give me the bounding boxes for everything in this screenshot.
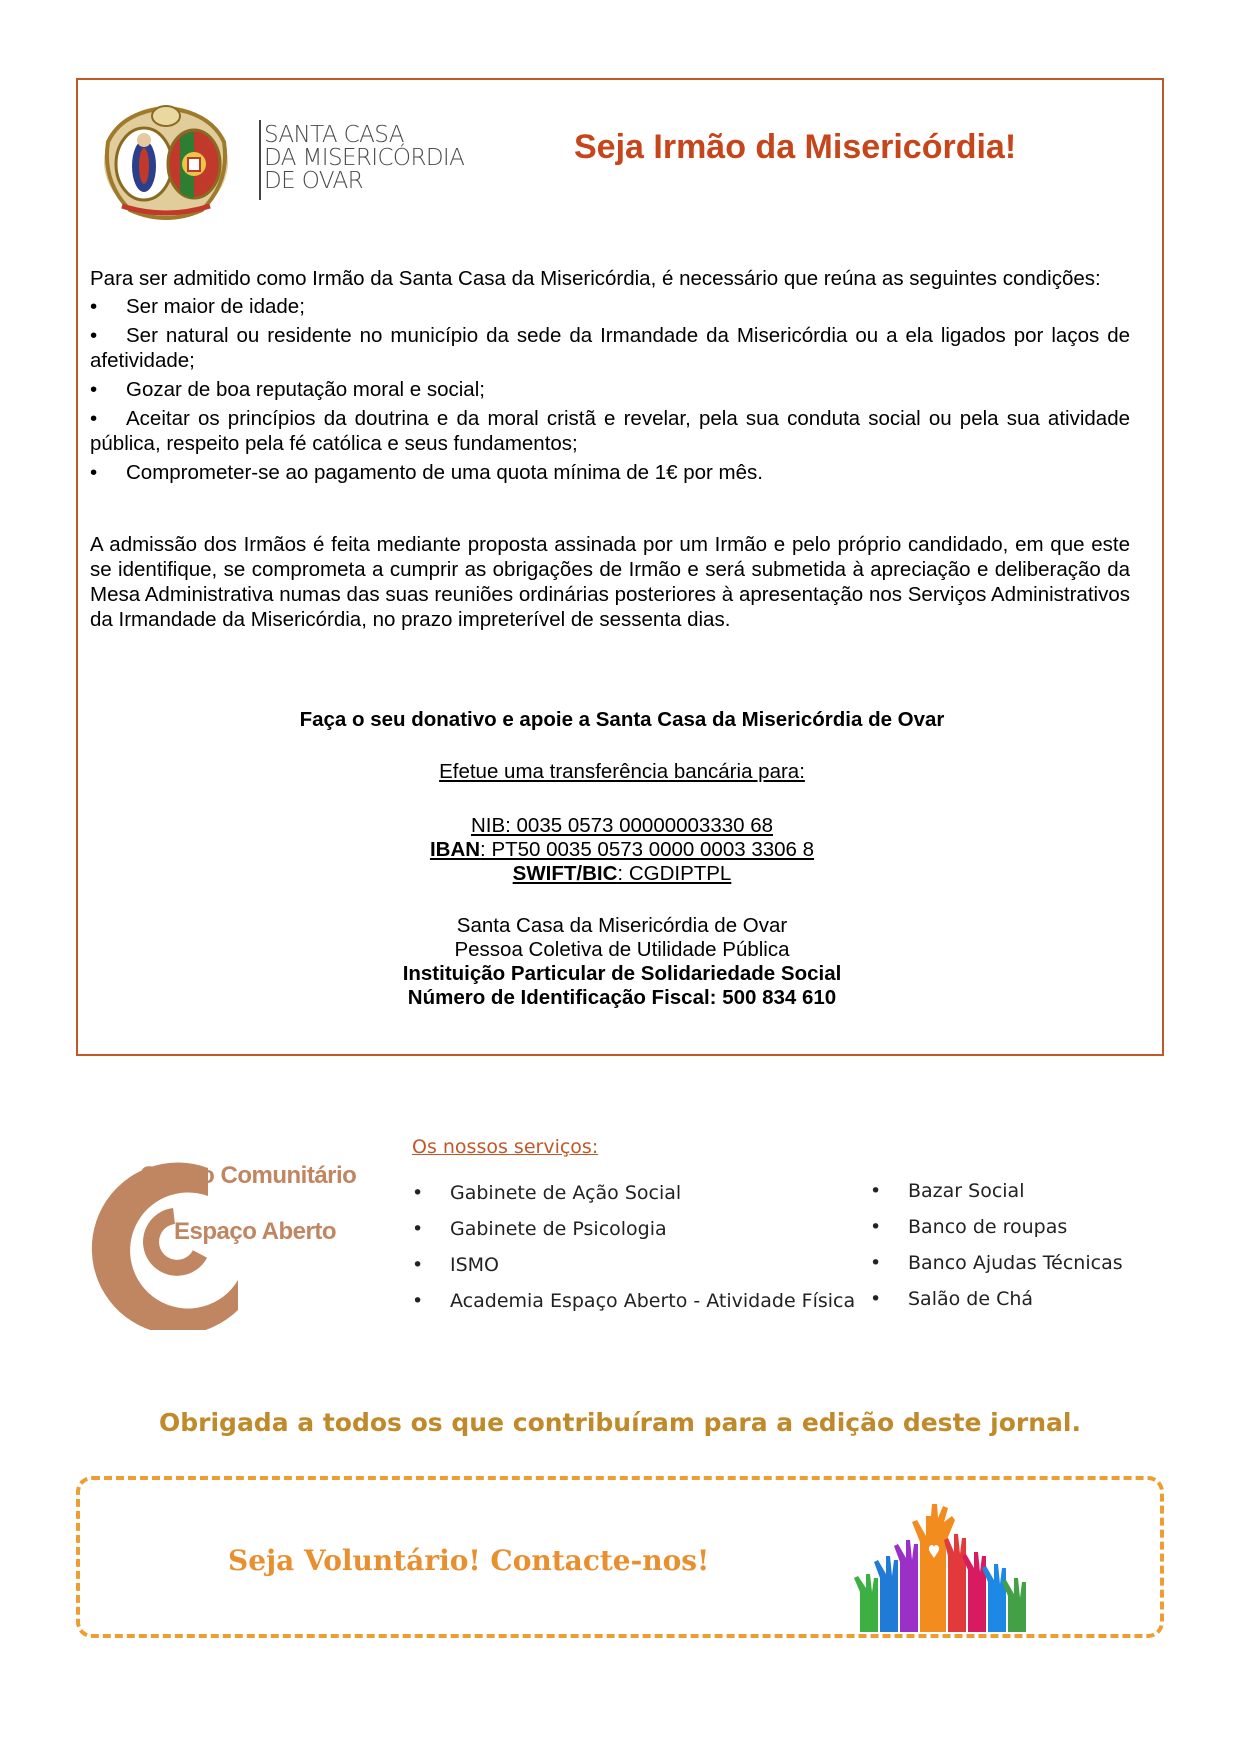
transfer-label: Efetue uma transferência bancária para: bbox=[439, 760, 805, 783]
page-title: Seja Irmão da Misericórdia! bbox=[574, 128, 1017, 166]
condition-text: Gozar de boa reputação moral e social; bbox=[126, 378, 485, 401]
logo-divider bbox=[259, 120, 261, 200]
list-item bbox=[90, 294, 1130, 319]
condition-text: Ser natural ou residente no município da sede da Irmandade da Misericórdia ou a ela ligados por laços de afetividade; bbox=[90, 324, 1130, 372]
organization-wordmark bbox=[264, 124, 464, 193]
thanks-message: Obrigada a todos os que contribuíram para a edição deste jornal. bbox=[159, 1408, 1081, 1437]
bullet: • bbox=[90, 324, 98, 347]
swift bbox=[78, 862, 1166, 886]
swift-label: SWIFT/BIC bbox=[512, 862, 618, 885]
list-item bbox=[90, 460, 1130, 485]
bullet: • bbox=[870, 1216, 882, 1238]
org-status: Pessoa Coletiva de Utilidade Pública bbox=[454, 938, 790, 961]
center-name-line1: Centro Comunitário bbox=[140, 1162, 357, 1189]
bullet: • bbox=[412, 1218, 424, 1240]
list-item bbox=[90, 323, 1130, 373]
condition-text: Ser maior de idade; bbox=[126, 295, 305, 318]
org-type: Instituição Particular de Solidariedade Social bbox=[402, 962, 842, 985]
service-text: ISMO bbox=[450, 1254, 500, 1276]
list-item bbox=[870, 1281, 1123, 1317]
bullet: • bbox=[870, 1180, 882, 1202]
list-item bbox=[412, 1247, 855, 1283]
tax-id: Número de Identificação Fiscal: 500 834 610 bbox=[407, 986, 837, 1009]
iban-value: : PT50 0035 0573 0000 0003 3306 8 bbox=[480, 838, 815, 861]
bullet: • bbox=[90, 407, 98, 430]
service-text: Salão de Chá bbox=[908, 1288, 1034, 1310]
bullet: • bbox=[412, 1254, 424, 1276]
raised-hands-icon bbox=[840, 1482, 1050, 1634]
list-item bbox=[870, 1209, 1123, 1245]
volunteer-call: Seja Voluntário! Contacte-nos! bbox=[228, 1544, 710, 1577]
services-title: Os nossos serviços: bbox=[412, 1136, 599, 1158]
services-list-left bbox=[412, 1175, 855, 1319]
admission-conditions bbox=[90, 266, 1130, 489]
list-item bbox=[90, 406, 1130, 456]
list-item bbox=[412, 1283, 855, 1319]
bullet: • bbox=[412, 1182, 424, 1204]
bank-details bbox=[78, 814, 1166, 886]
wordmark-line: DA MISERICÓRDIA bbox=[264, 145, 465, 171]
bullet: • bbox=[870, 1252, 882, 1274]
service-text: Bazar Social bbox=[908, 1180, 1025, 1202]
bullet: • bbox=[90, 461, 98, 484]
volunteer-box bbox=[76, 1476, 1164, 1638]
admission-procedure: A admissão dos Irmãos é feita mediante proposta assinada por um Irmão e pelo próprio candidado, em que este se identifique, se comprometa a cumprir as obrigações de Irmão e será submetida à apreciação e deliberação da Mesa Administrativa numas das suas reuniões ordinárias posteriores à apresentação nos Serviços Administrativos da Irmandade da Misericórdia, no prazo impreterível de sessenta dias. bbox=[90, 533, 1130, 631]
iban-label: IBAN bbox=[429, 838, 481, 861]
iban bbox=[78, 838, 1166, 862]
wordmark-line: SANTA CASA bbox=[264, 122, 404, 148]
list-item bbox=[412, 1175, 855, 1211]
service-text: Gabinete de Psicologia bbox=[450, 1218, 667, 1240]
service-text: Banco Ajudas Técnicas bbox=[908, 1252, 1123, 1274]
org-name: Santa Casa da Misericórdia de Ovar bbox=[456, 914, 788, 937]
membership-box bbox=[76, 78, 1164, 1056]
bullet: • bbox=[90, 295, 98, 318]
list-item bbox=[90, 377, 1130, 402]
services-list-right bbox=[870, 1173, 1123, 1317]
wordmark-line: DE OVAR bbox=[264, 168, 364, 194]
condition-text: Comprometer-se ao pagamento de uma quota mínima de 1€ por mês. bbox=[126, 461, 763, 484]
donation-heading: Faça o seu donativo e apoie a Santa Casa da Misericórdia de Ovar bbox=[299, 708, 945, 731]
intro-text: Para ser admitido como Irmão da Santa Casa da Misericórdia, é necessário que reúna as seguintes condições: bbox=[90, 267, 1101, 290]
nib: NIB: 0035 0573 00000003330 68 bbox=[470, 814, 774, 837]
list-item bbox=[412, 1211, 855, 1247]
condition-text: Aceitar os princípios da doutrina e da moral cristã e revelar, pela sua conduta social ou pela sua atividade pública, respeito pela fé católica e seus fundamentos; bbox=[90, 407, 1130, 455]
list-item bbox=[870, 1173, 1123, 1209]
list-item bbox=[870, 1245, 1123, 1281]
bullet: • bbox=[870, 1288, 882, 1310]
center-name-line2: Espaço Aberto bbox=[174, 1218, 336, 1245]
santa-casa-emblem-icon bbox=[102, 102, 230, 222]
bullet: • bbox=[412, 1290, 424, 1312]
organization-details bbox=[78, 914, 1166, 1010]
service-text: Academia Espaço Aberto - Atividade Física bbox=[450, 1290, 856, 1312]
service-text: Gabinete de Ação Social bbox=[450, 1182, 682, 1204]
swift-value: : CGDIPTPL bbox=[617, 862, 732, 885]
service-text: Banco de roupas bbox=[908, 1216, 1068, 1238]
conditions-list bbox=[90, 294, 1130, 485]
bullet: • bbox=[90, 378, 98, 401]
